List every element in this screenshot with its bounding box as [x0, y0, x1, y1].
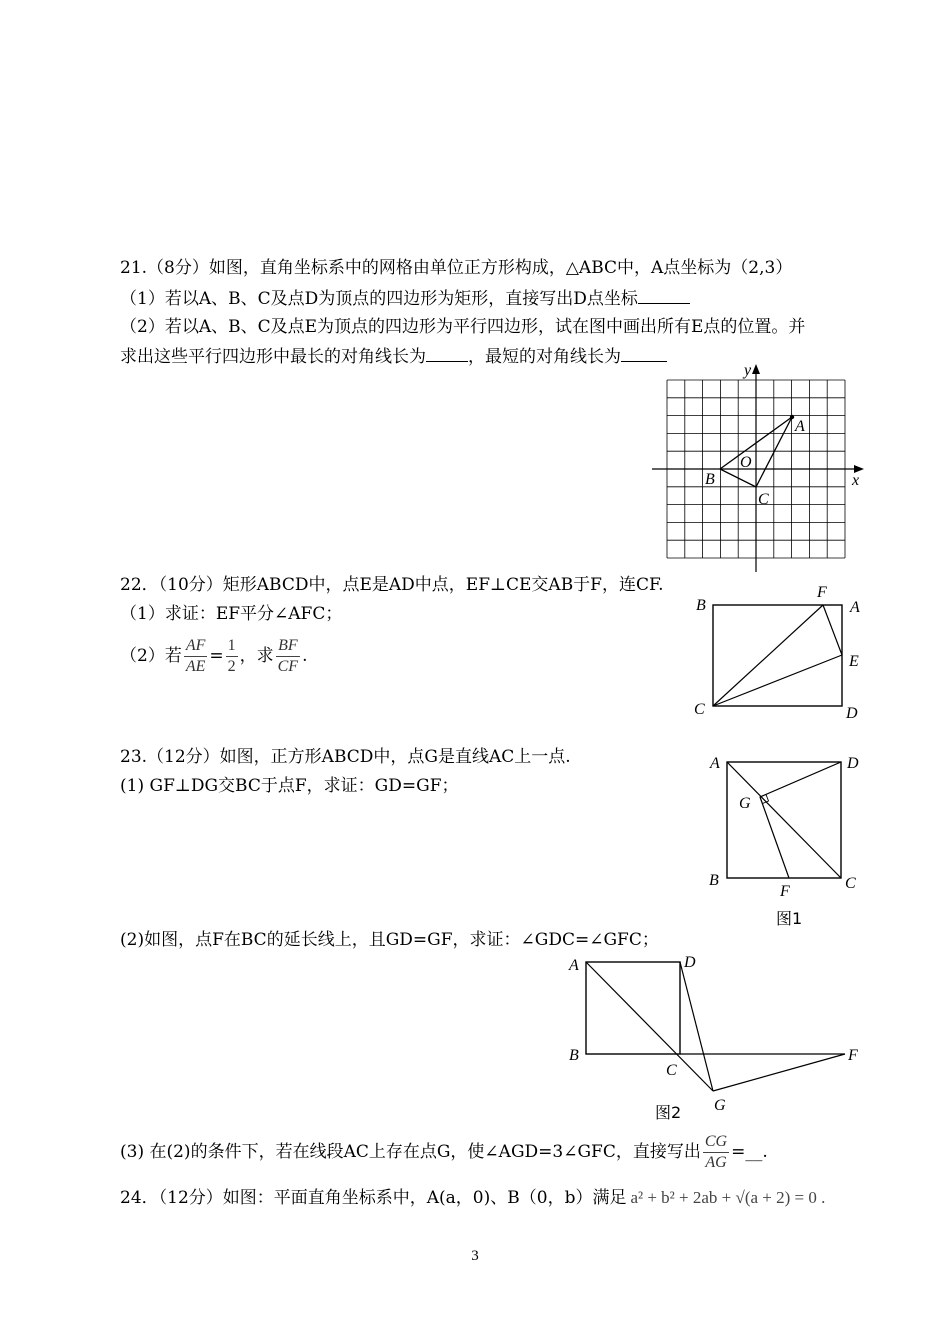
y-axis-label: y [744, 362, 752, 379]
q24-text: 24．（12分）如图：平面直角坐标系中，A(a，0)、B（0，b）满足 [120, 1188, 627, 1208]
segment-dg [680, 962, 713, 1091]
figure-1-caption: 图1 [776, 909, 803, 928]
figure-2-caption: 图2 [655, 1103, 682, 1122]
q23-part3 [120, 1130, 768, 1174]
fraction-numerator: CG [703, 1132, 729, 1153]
label-a: A [569, 957, 579, 974]
segment-gf [713, 1054, 845, 1091]
fraction-denominator: CF [277, 658, 299, 675]
fraction-numerator: 1 [226, 636, 238, 657]
q21-part1-text: （1）若以A、B、C及点D为顶点的四边形为矩形，直接写出D点坐标 [120, 289, 638, 309]
label-f: F [848, 1047, 858, 1064]
fraction-cg-ag [703, 1132, 729, 1173]
q21-part2-line1: （2）若以A、B、C及点E为顶点的四边形为平行四边形，试在图中画出所有E点的位置。并 [120, 317, 806, 337]
q22-heading: 22．（10分）矩形ABCD中，点E是AD中点，EF⊥CE交AB于F，连CF. [120, 575, 664, 595]
x-axis-label: x [852, 472, 860, 489]
label-d: D [684, 954, 696, 971]
page-number: 3 [471, 1248, 479, 1264]
label-g: G [739, 795, 751, 812]
label-b: B [696, 597, 706, 614]
label-a: A [795, 418, 805, 435]
q22-part1: （1）求证：EF平分∠AFC； [120, 604, 343, 624]
label-d: D [846, 705, 858, 722]
q24-heading [120, 1187, 825, 1209]
q22-part2-end: . [302, 646, 308, 666]
q23-heading: 23.（12分）如图，正方形ABCD中，点G是直线AC上一点. [120, 747, 571, 767]
q23-part2: (2)如图，点F在BC的延长线上，且GD=GF，求证：∠GDC=∠GFC； [120, 930, 659, 950]
label-g: G [714, 1097, 726, 1114]
fraction-numerator: AF [184, 636, 208, 657]
label-e: E [849, 653, 859, 670]
q21-heading: 21.（8分）如图，直角坐标系中的网格由单位正方形构成，△ABC中，A点坐标为（2,3） [120, 258, 793, 278]
q23-part3-suffix: =__. [731, 1142, 768, 1162]
q23-part3-prefix: (3) 在(2)的条件下，若在线段AC上存在点G，使∠AGD=3∠GFC，直接写出 [120, 1142, 701, 1162]
label-origin: O [740, 454, 752, 471]
fraction-numerator: BF [276, 636, 300, 657]
equals-sign: = [209, 646, 224, 666]
q23-part1: (1) GF⊥DG交BC于点F，求证：GD=GF； [120, 776, 459, 796]
label-c: C [694, 701, 705, 718]
label-c: C [666, 1062, 677, 1079]
label-c: C [845, 875, 856, 892]
label-a: A [710, 755, 720, 772]
label-f: F [780, 883, 790, 900]
line-ag [586, 962, 713, 1091]
label-f: F [817, 584, 827, 601]
q21-part2-shortest: ，最短的对角线长为 [468, 347, 621, 367]
label-c: C [758, 491, 769, 508]
q22-part2-prefix: （2）若 [120, 646, 182, 666]
label-a: A [850, 599, 860, 616]
fraction-denominator: AE [185, 658, 206, 675]
fraction-denominator: AG [705, 1154, 727, 1171]
q24-formula: a² + b² + 2ab + √(a + 2) = 0 . [630, 1188, 826, 1207]
label-b: B [569, 1047, 579, 1064]
label-d: D [847, 755, 859, 772]
fraction-denominator: 2 [227, 658, 236, 675]
q22-part2-mid: ，求 [239, 646, 274, 666]
label-b: B [705, 471, 715, 488]
label-b: B [709, 872, 719, 889]
q21-part2-longest: 求出这些平行四边形中最长的对角线长为 [120, 347, 426, 367]
